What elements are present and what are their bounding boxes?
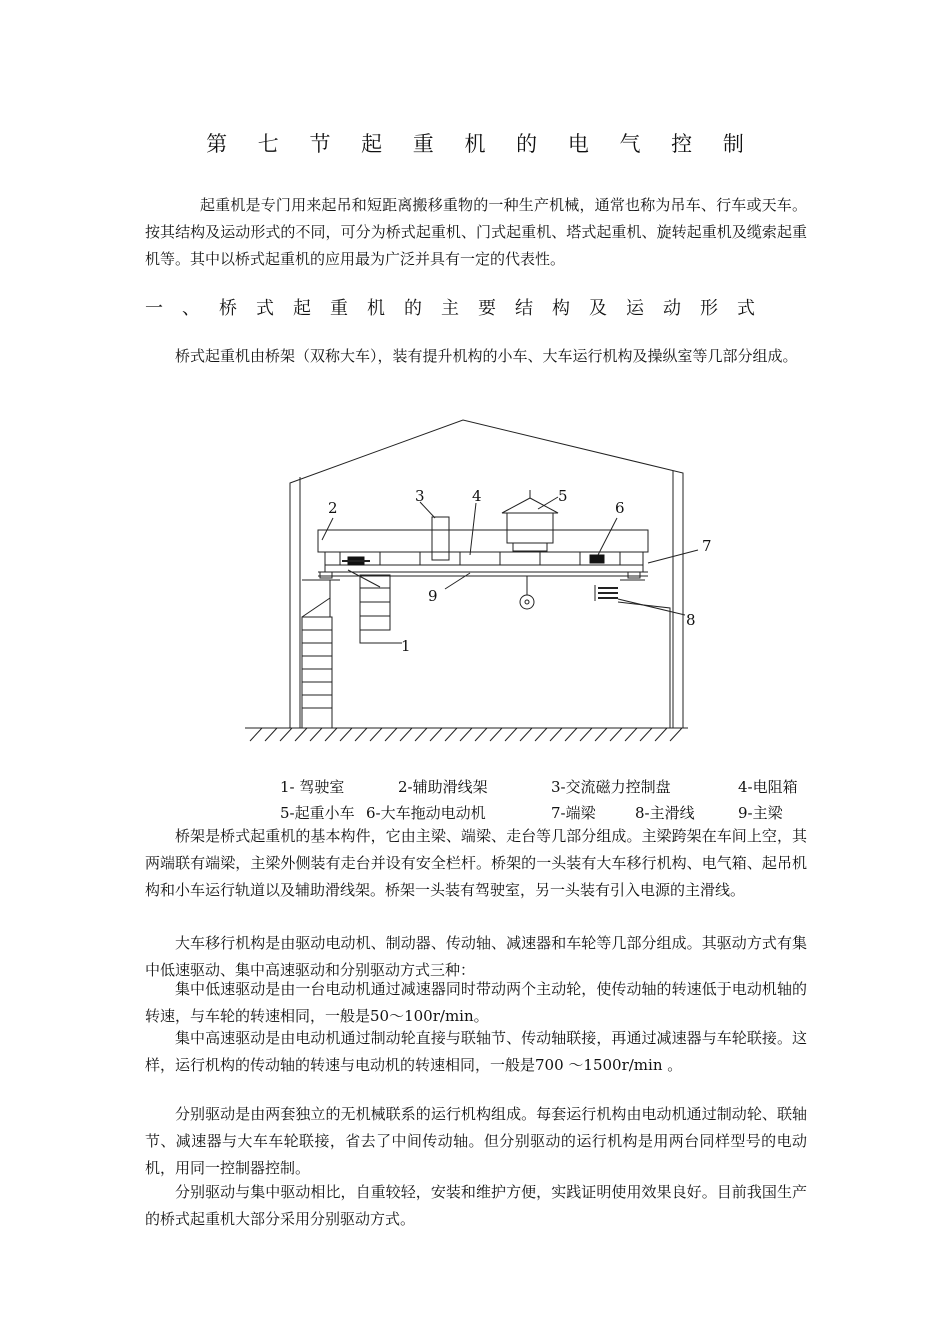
structure-paragraph: 桥式起重机由桥架（双称大车），装有提升机构的小车、大车运行机构及操纵室等几部分组成。 bbox=[175, 347, 798, 365]
building-outline bbox=[290, 420, 683, 728]
legend-item: 5-起重小车 bbox=[280, 804, 355, 822]
figure-label-2: 2 bbox=[328, 499, 338, 517]
legend-item: 2-辅助滑线架 bbox=[398, 778, 488, 796]
legend-item: 4-电阻箱 bbox=[738, 778, 798, 796]
driver-cab bbox=[348, 570, 402, 643]
figure-label-5: 5 bbox=[558, 487, 568, 505]
legend-item: 7-端梁 bbox=[551, 804, 596, 822]
figure-label-6: 6 bbox=[615, 499, 625, 517]
ground-hatching bbox=[250, 728, 682, 741]
legend-item: 8-主滑线 bbox=[635, 804, 695, 822]
section-heading: 一、桥式起重机的主要结构及运动形式 bbox=[145, 298, 774, 319]
figure-label-8: 8 bbox=[686, 611, 696, 629]
figure-label-9: 9 bbox=[428, 587, 438, 605]
legend-item: 1- 驾驶室 bbox=[280, 778, 345, 796]
intro-paragraph: 起重机是专门用来起吊和短距离搬移重物的一种生产机械，通常也称为吊车、行车或天车。按其结构及运动形式的不同，可分为桥式起重机、门式起重机、塔式起重机、旋转起重机及缆索起重机等。其中以桥式起重机的应用最为广泛并具有一定的代表性。 bbox=[145, 196, 807, 268]
body-paragraph: 分别驱动与集中驱动相比，自重较轻，安装和维护方便，实践证明使用效果良好。目前我国生产的桥式起重机大部分采用分别驱动方式。 bbox=[145, 1183, 807, 1228]
body-paragraph: 集中高速驱动是由电动机通过制动轮直接与联轴节、传动轴联接，再通过减速器与车轮联接。这样，运行机构的传动轴的转速与电动机的转速相同，一般是700 ～1500r/min 。 bbox=[145, 1029, 807, 1074]
body-paragraph: 集中低速驱动是由一台电动机通过减速器同时带动两个主动轮，使传动轴的转速低于电动机轴的转速，与车轮的转速相同，一般是50～100r/min。 bbox=[145, 980, 807, 1025]
body-paragraph: 分别驱动是由两套独立的无机械联系的运行机构组成。每套运行机构由电动机通过制动轮、联轴节、减速器与大车车轮联接，省去了中间传动轴。但分别驱动的运行机构是用两台同样型号的电动机，用同一控制器控制。 bbox=[145, 1105, 807, 1177]
crane-hook bbox=[520, 595, 534, 609]
page-title: 第 七 节 起 重 机 的 电 气 控 制 bbox=[206, 132, 756, 156]
figure-label-1: 1 bbox=[401, 637, 411, 655]
crane-diagram bbox=[230, 405, 712, 750]
legend-item: 3-交流磁力控制盘 bbox=[551, 778, 671, 796]
control-panel bbox=[432, 517, 449, 560]
body-paragraph: 大车移行机构是由驱动电动机、制动器、传动轴、减速器和车轮等几部分组成。其驱动方式有集中低速驱动、集中高速驱动和分别驱动方式三种： bbox=[145, 934, 807, 979]
figure-label-4: 4 bbox=[472, 487, 482, 505]
legend-item: 6-大车拖动电动机 bbox=[366, 804, 486, 822]
figure-label-7: 7 bbox=[702, 537, 712, 555]
left-column bbox=[302, 580, 332, 728]
legend-item: 9-主梁 bbox=[738, 804, 783, 822]
trolley bbox=[502, 490, 558, 551]
bridge-motor-right bbox=[590, 555, 604, 563]
figure-label-3: 3 bbox=[415, 487, 425, 505]
main-slide-wire bbox=[595, 585, 670, 728]
body-paragraph: 桥架是桥式起重机的基本构件，它由主梁、端梁、走台等几部分组成。主梁跨架在车间上空，其两端联有端梁，主梁外侧装有走台并设有安全栏杆。桥架的一头装有大车移行机构、电气箱、起吊机构和小车运行轨道以及辅助滑线架。桥架一头装有驾驶室，另一头装有引入电源的主滑线。 bbox=[145, 827, 807, 899]
